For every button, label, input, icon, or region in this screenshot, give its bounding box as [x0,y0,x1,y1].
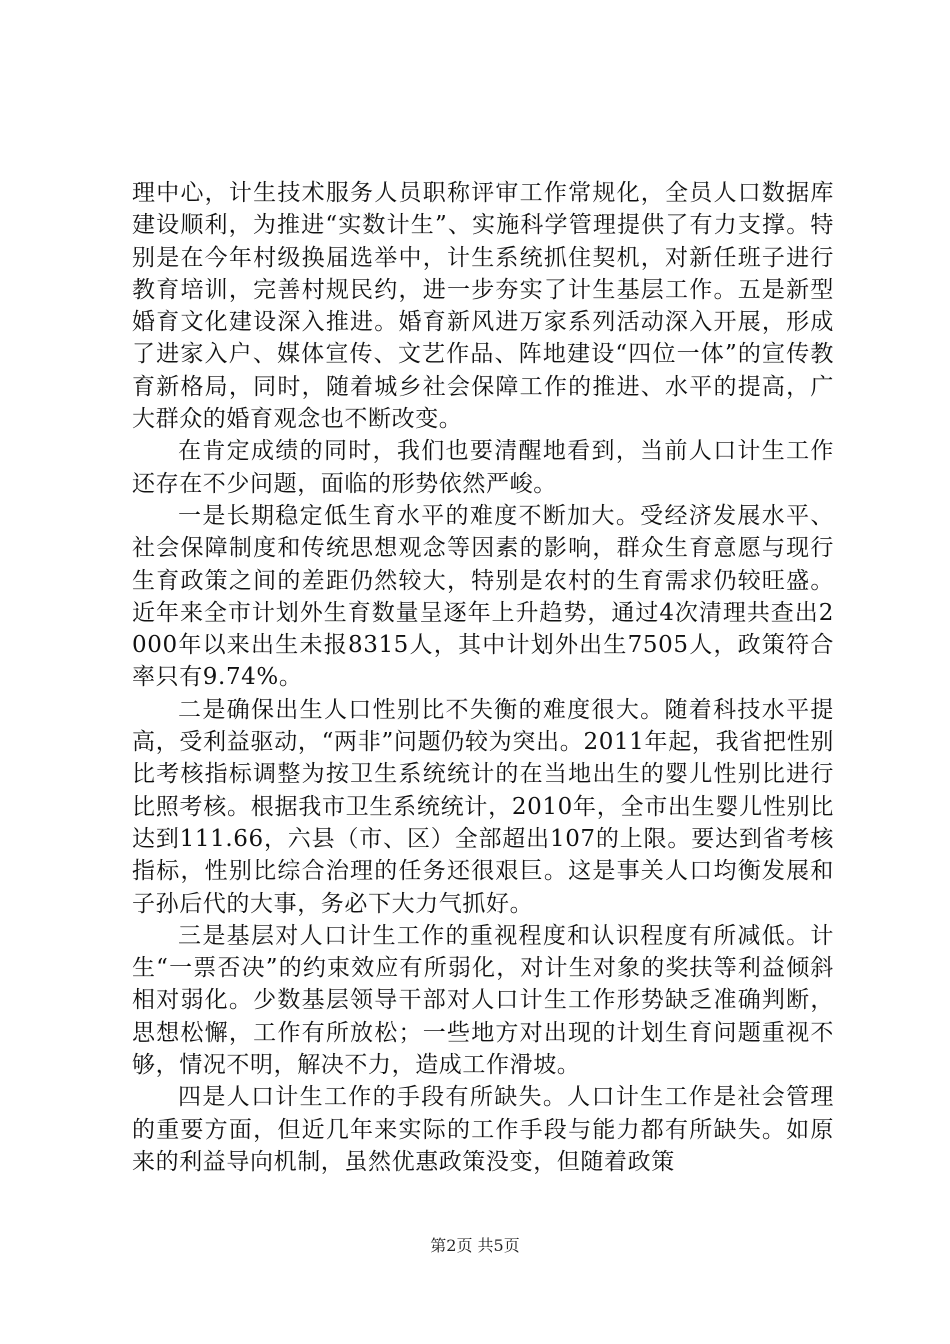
document-body [132,177,834,1178]
paragraph-4: 二是确保出生人口性别比不失衡的难度很大。随着科技水平提高，受利益驱动，“两非”问题仍较为突出。2011年起，我省把性别比考核指标调整为按卫生系统统计的在当地出生的婴儿性别比进行比照考核。根据我市卫生系统统计，2010年，全市出生婴儿性别比达到111.66，六县（市、区）全部超出107的上限。要达到省考核指标，性别比综合治理的任务还很艰巨。这是事关人口均衡发展和子孙后代的大事，务必下大力气抓好。 [132,696,834,917]
paragraph-3: 一是长期稳定低生育水平的难度不断加大。受经济发展水平、社会保障制度和传统思想观念等因素的影响，群众生育意愿与现行生育政策之间的差距仍然较大，特别是农村的生育需求仍较旺盛。近年来全市计划外生育数量呈逐年上升趋势，通过4次清理共查出2000年以来出生未报8315人，其中计划外出生7505人，政策符合率只有9.74%。 [132,502,834,691]
paragraph-2: 在肯定成绩的同时，我们也要清醒地看到，当前人口计生工作还存在不少问题，面临的形势依然严峻。 [132,438,834,497]
paragraph-6: 四是人口计生工作的手段有所缺失。人口计生工作是社会管理的重要方面，但近几年来实际的工作手段与能力都有所缺失。如原来的利益导向机制，虽然优惠政策没变，但随着政策 [132,1084,834,1175]
page-number-footer: 第2页 共5页 [430,1236,520,1255]
paragraph-1: 理中心，计生技术服务人员职称评审工作常规化，全员人口数据库建设顺利，为推进“实数计生”、实施科学管理提供了有力支撑。特别是在今年村级换届选举中，计生系统抓住契机，对新任班子进行教育培训，完善村规民约，进一步夯实了计生基层工作。五是新型婚育文化建设深入推进。婚育新风进万家系列活动深入开展，形成了进家入户、媒体宣传、文艺作品、阵地建设“四位一体”的宣传教育新格局，同时，随着城乡社会保障工作的推进、水平的提高，广大群众的婚育观念也不断改变。 [132,180,834,433]
paragraph-5: 三是基层对人口计生工作的重视程度和认识程度有所减低。计生“一票否决”的约束效应有所弱化，对计生对象的奖扶等利益倾斜相对弱化。少数基层领导干部对人口计生工作形势缺乏准确判断，思想松懈，工作有所放松；一些地方对出现的计划生育问题重视不够，情况不明，解决不力，造成工作滑坡。 [132,922,834,1079]
